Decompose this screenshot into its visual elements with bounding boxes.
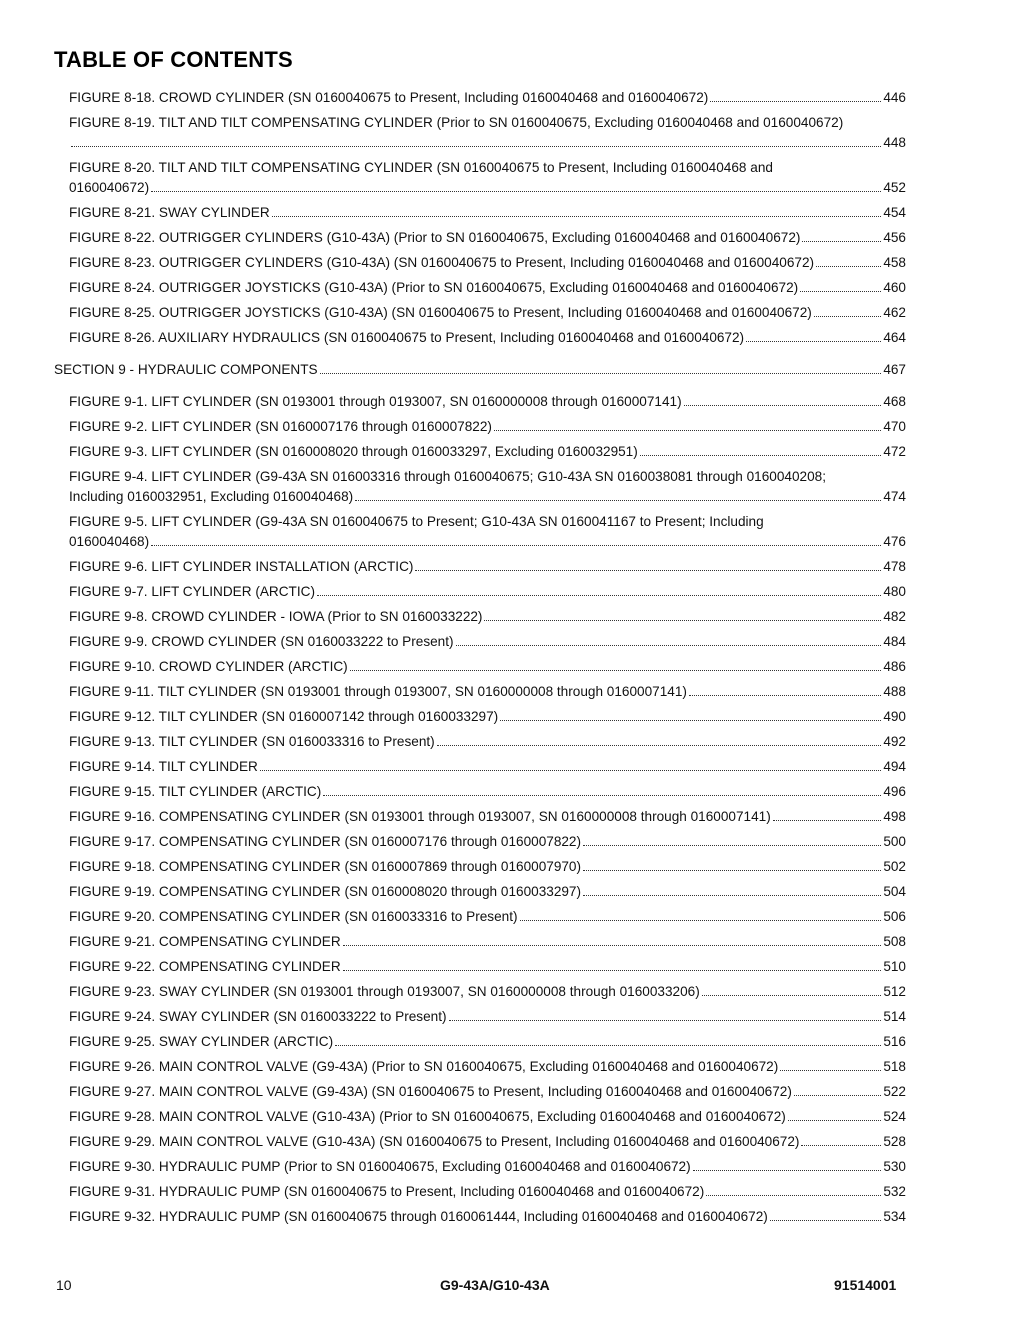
toc-entry-row xyxy=(69,1107,906,1127)
table-of-contents xyxy=(54,88,906,1232)
toc-entry[interactable] xyxy=(69,203,906,223)
toc-entry-title: FIGURE 9-32. HYDRAULIC PUMP (SN 0160040675 through 0160061444, Including 0160040468 and 0160040672) xyxy=(69,1209,768,1224)
toc-entry-title: FIGURE 9-10. CROWD CYLINDER (ARCTIC) xyxy=(69,659,348,674)
toc-entry-row xyxy=(69,857,906,877)
dot-leader xyxy=(706,1182,881,1196)
toc-entry[interactable] xyxy=(69,88,906,108)
toc-entry-row xyxy=(69,328,906,348)
toc-entry[interactable] xyxy=(69,1032,906,1052)
toc-entry-title: FIGURE 8-25. OUTRIGGER JOYSTICKS (G10-43A) (SN 0160040675 to Present, Including 0160040468 and 0160040672) xyxy=(69,305,812,320)
toc-entry-row xyxy=(69,832,906,852)
toc-entry[interactable] xyxy=(69,228,906,248)
dot-leader xyxy=(494,417,881,431)
toc-entry-row xyxy=(69,682,906,702)
toc-entry[interactable] xyxy=(69,1132,906,1152)
toc-page-number: 476 xyxy=(883,534,906,549)
toc-entry[interactable] xyxy=(69,682,906,702)
toc-entry-row xyxy=(69,203,906,223)
toc-entry[interactable] xyxy=(69,857,906,877)
toc-entry-row xyxy=(69,1007,906,1027)
toc-entry[interactable] xyxy=(69,158,906,198)
toc-entry-title: 0160040468) xyxy=(69,534,150,549)
toc-page-number: 524 xyxy=(883,1109,906,1124)
toc-entry-row xyxy=(69,807,906,827)
toc-entry[interactable] xyxy=(69,807,906,827)
toc-page-number: 446 xyxy=(883,90,906,105)
dot-leader xyxy=(693,1157,882,1171)
toc-entry-row xyxy=(69,253,906,273)
toc-entry-row xyxy=(69,417,906,437)
toc-entry[interactable] xyxy=(69,278,906,298)
toc-entry[interactable] xyxy=(69,882,906,902)
dot-leader xyxy=(770,1207,882,1221)
toc-entry-title: FIGURE 9-12. TILT CYLINDER (SN 0160007142 through 0160033297) xyxy=(69,709,499,724)
toc-entry-title: FIGURE 9-19. COMPENSATING CYLINDER (SN 0160008020 through 0160033297) xyxy=(69,884,582,899)
toc-entry[interactable] xyxy=(69,512,906,552)
toc-page-number: 494 xyxy=(883,759,906,774)
toc-entry-title: FIGURE 9-21. COMPENSATING CYLINDER xyxy=(69,934,341,949)
toc-entry[interactable] xyxy=(69,982,906,1002)
toc-entry-row xyxy=(69,932,906,952)
toc-entry-title: FIGURE 9-3. LIFT CYLINDER (SN 0160008020 through 0160033297, Excluding 0160032951) xyxy=(69,444,638,459)
toc-page-number: 467 xyxy=(883,362,906,377)
toc-entry-title: FIGURE 8-21. SWAY CYLINDER xyxy=(69,205,270,220)
toc-entry[interactable] xyxy=(69,303,906,323)
dot-leader xyxy=(272,203,882,217)
toc-entry-title: FIGURE 9-9. CROWD CYLINDER (SN 0160033222 to Present) xyxy=(69,634,454,649)
toc-page-number: 484 xyxy=(883,634,906,649)
dot-leader xyxy=(343,932,882,946)
toc-entry[interactable] xyxy=(69,1082,906,1102)
dot-leader xyxy=(437,732,882,746)
dot-leader xyxy=(689,682,881,696)
toc-page-number: 464 xyxy=(883,330,906,345)
toc-page-number: 506 xyxy=(883,909,906,924)
dot-leader xyxy=(415,557,881,571)
dot-leader xyxy=(335,1032,881,1046)
toc-page-number: 456 xyxy=(883,230,906,245)
toc-entry-title: FIGURE 8-22. OUTRIGGER CYLINDERS (G10-43A) (Prior to SN 0160040675, Excluding 0160040468 and 0160040672) xyxy=(69,230,801,245)
dot-leader xyxy=(788,1107,881,1121)
toc-entry[interactable] xyxy=(69,832,906,852)
toc-entry[interactable] xyxy=(69,907,906,927)
toc-page-number: 490 xyxy=(883,709,906,724)
dot-leader xyxy=(773,807,882,821)
dot-leader xyxy=(702,982,882,996)
toc-page-number: 458 xyxy=(883,255,906,270)
toc-page-number: 534 xyxy=(883,1209,906,1224)
toc-entry-title: FIGURE 9-24. SWAY CYLINDER (SN 0160033222 to Present) xyxy=(69,1009,447,1024)
dot-leader xyxy=(320,360,882,374)
dot-leader xyxy=(350,657,882,671)
toc-entry-row xyxy=(69,1207,906,1227)
toc-entry[interactable] xyxy=(69,1157,906,1177)
dot-leader xyxy=(343,957,882,971)
toc-entry[interactable] xyxy=(69,757,906,777)
toc-entry[interactable] xyxy=(69,657,906,677)
toc-section-entry[interactable] xyxy=(54,360,906,380)
footer-doc-number: 91514001 xyxy=(834,1277,897,1293)
toc-entry[interactable] xyxy=(69,732,906,752)
toc-entry-title: FIGURE 8-26. AUXILIARY HYDRAULICS (SN 0160040675 to Present, Including 0160040468 and 0160040672) xyxy=(69,330,745,345)
toc-entry-title: FIGURE 9-14. TILT CYLINDER xyxy=(69,759,258,774)
dot-leader xyxy=(449,1007,882,1021)
dot-leader xyxy=(260,757,881,771)
toc-page-number: 532 xyxy=(883,1184,906,1199)
toc-entry-title: FIGURE 9-17. COMPENSATING CYLINDER (SN 0160007176 through 0160007822) xyxy=(69,834,582,849)
dot-leader xyxy=(355,487,881,501)
dot-leader xyxy=(520,907,882,921)
dot-leader xyxy=(484,607,881,621)
toc-page-number: 514 xyxy=(883,1009,906,1024)
toc-page-number: 468 xyxy=(883,394,906,409)
toc-page-number: 528 xyxy=(883,1134,906,1149)
toc-entry-title: FIGURE 9-31. HYDRAULIC PUMP (SN 0160040675 to Present, Including 0160040468 and 0160040672) xyxy=(69,1184,705,1199)
toc-entry-title: SECTION 9 - HYDRAULIC COMPONENTS xyxy=(54,362,318,377)
toc-entry-title: FIGURE 8-18. CROWD CYLINDER (SN 0160040675 to Present, Including 0160040468 and 0160040672) xyxy=(69,90,709,105)
dot-leader xyxy=(801,1132,881,1146)
toc-entry-title: FIGURE 9-11. TILT CYLINDER (SN 0193001 through 0193007, SN 0160000008 through 0160007141) xyxy=(69,684,687,699)
toc-entry-title: FIGURE 9-6. LIFT CYLINDER INSTALLATION (ARCTIC) xyxy=(69,559,414,574)
toc-entry-title: FIGURE 9-16. COMPENSATING CYLINDER (SN 0193001 through 0193007, SN 0160000008 through 0160007141) xyxy=(69,809,771,824)
toc-entry-title: FIGURE 9-20. COMPENSATING CYLINDER (SN 0160033316 to Present) xyxy=(69,909,518,924)
toc-entry-title: FIGURE 8-23. OUTRIGGER CYLINDERS (G10-43A) (SN 0160040675 to Present, Including 0160040468 and 0160040672) xyxy=(69,255,815,270)
toc-page-number: 512 xyxy=(883,984,906,999)
footer-model: G9-43A/G10-43A xyxy=(440,1277,550,1293)
dot-leader xyxy=(583,882,881,896)
toc-entry-title: FIGURE 9-23. SWAY CYLINDER (SN 0193001 through 0193007, SN 0160000008 through 0160033206) xyxy=(69,984,700,999)
toc-entry[interactable] xyxy=(69,1182,906,1202)
toc-entry[interactable] xyxy=(69,557,906,577)
toc-entry-title-line: FIGURE 9-5. LIFT CYLINDER (G9-43A SN 0160040675 to Present; G10-43A SN 0160041167 to Present; Including xyxy=(69,514,764,529)
toc-entry[interactable] xyxy=(69,1207,906,1227)
toc-entry[interactable] xyxy=(69,707,906,727)
toc-entry-title-line: FIGURE 9-4. LIFT CYLINDER (G9-43A SN 016003316 through 0160040675; G10-43A SN 0160038081 through 0160040208; xyxy=(69,469,826,484)
toc-page-number: 460 xyxy=(883,280,906,295)
toc-page-number: 510 xyxy=(883,959,906,974)
dot-leader xyxy=(746,328,881,342)
toc-entry-row xyxy=(69,392,906,412)
toc-entry-title: 0160040672) xyxy=(69,180,150,195)
toc-entry-title: FIGURE 9-2. LIFT CYLINDER (SN 0160007176 through 0160007822) xyxy=(69,419,492,434)
dot-leader xyxy=(323,782,881,796)
toc-entry[interactable] xyxy=(69,328,906,348)
toc-entry[interactable] xyxy=(69,113,906,153)
toc-entry-title: FIGURE 9-8. CROWD CYLINDER - IOWA (Prior to SN 0160033222) xyxy=(69,609,483,624)
toc-page-number: 498 xyxy=(883,809,906,824)
dot-leader xyxy=(640,442,882,456)
toc-entry-row xyxy=(69,1182,906,1202)
toc-entry-row xyxy=(69,133,906,153)
toc-page-number: 488 xyxy=(883,684,906,699)
toc-entry-title: FIGURE 9-1. LIFT CYLINDER (SN 0193001 through 0193007, SN 0160000008 through 0160007141) xyxy=(69,394,682,409)
toc-entry[interactable] xyxy=(69,392,906,412)
toc-entry-row xyxy=(69,957,906,977)
toc-entry-row xyxy=(69,1057,906,1077)
toc-entry-title: FIGURE 9-29. MAIN CONTROL VALVE (G10-43A) (SN 0160040675 to Present, Including 0160040468 and 0160040672) xyxy=(69,1134,800,1149)
dot-leader xyxy=(500,707,881,721)
toc-entry-row xyxy=(69,582,906,602)
dot-leader xyxy=(710,88,881,102)
toc-entry[interactable] xyxy=(69,1107,906,1127)
toc-entry-row xyxy=(69,228,906,248)
toc-entry-title-line: FIGURE 8-19. TILT AND TILT COMPENSATING CYLINDER (Prior to SN 0160040675, Excluding 0160040468 and 0160040672) xyxy=(69,115,844,130)
toc-page-number: 470 xyxy=(883,419,906,434)
toc-page-number: 462 xyxy=(883,305,906,320)
dot-leader xyxy=(583,857,881,871)
toc-entry-row xyxy=(69,1032,906,1052)
toc-page-number: 474 xyxy=(883,489,906,504)
toc-page-number: 482 xyxy=(883,609,906,624)
toc-page-number: 480 xyxy=(883,584,906,599)
toc-page-number: 486 xyxy=(883,659,906,674)
toc-page-number: 500 xyxy=(883,834,906,849)
dot-leader xyxy=(456,632,882,646)
toc-entry-row xyxy=(69,657,906,677)
toc-entry-row xyxy=(69,632,906,652)
toc-entry-row xyxy=(69,487,906,507)
toc-entry[interactable] xyxy=(69,467,906,507)
page-title: TABLE OF CONTENTS xyxy=(54,47,293,72)
toc-page-number: 522 xyxy=(883,1084,906,1099)
toc-entry-title: FIGURE 9-26. MAIN CONTROL VALVE (G9-43A) (Prior to SN 0160040675, Excluding 0160040468 and 0160040672) xyxy=(69,1059,779,1074)
toc-entry-row xyxy=(54,360,906,380)
toc-entry-title: FIGURE 9-13. TILT CYLINDER (SN 0160033316 to Present) xyxy=(69,734,435,749)
toc-page-number: 530 xyxy=(883,1159,906,1174)
dot-leader xyxy=(583,832,881,846)
toc-entry-row xyxy=(69,707,906,727)
toc-page-number: 492 xyxy=(883,734,906,749)
toc-page-number: 496 xyxy=(883,784,906,799)
dot-leader xyxy=(802,228,881,242)
toc-entry-row xyxy=(69,1082,906,1102)
dot-leader xyxy=(780,1057,881,1071)
toc-entry[interactable] xyxy=(69,442,906,462)
toc-entry-title: Including 0160032951, Excluding 0160040468) xyxy=(69,489,354,504)
dot-leader xyxy=(814,303,882,317)
dot-leader xyxy=(816,253,881,267)
toc-entry-title: FIGURE 8-24. OUTRIGGER JOYSTICKS (G10-43A) (Prior to SN 0160040675, Excluding 0160040468 and 0160040672) xyxy=(69,280,799,295)
toc-entry-row xyxy=(69,442,906,462)
dot-leader xyxy=(317,582,881,596)
toc-entry-row xyxy=(69,882,906,902)
toc-entry[interactable] xyxy=(69,1007,906,1027)
toc-entry-row xyxy=(69,1157,906,1177)
toc-entry-title: FIGURE 9-25. SWAY CYLINDER (ARCTIC) xyxy=(69,1034,334,1049)
toc-entry[interactable] xyxy=(69,253,906,273)
footer-page-number: 10 xyxy=(56,1277,72,1293)
toc-page-number: 504 xyxy=(883,884,906,899)
toc-entry-row xyxy=(69,782,906,802)
toc-entry-title: FIGURE 9-22. COMPENSATING CYLINDER xyxy=(69,959,341,974)
toc-entry[interactable] xyxy=(69,782,906,802)
toc-entry-title: FIGURE 9-28. MAIN CONTROL VALVE (G10-43A) (Prior to SN 0160040675, Excluding 0160040468 and 0160040672) xyxy=(69,1109,786,1124)
toc-entry-row xyxy=(69,178,906,198)
toc-entry[interactable] xyxy=(69,582,906,602)
toc-entry-row xyxy=(69,757,906,777)
dot-leader xyxy=(800,278,881,292)
toc-entry-row xyxy=(69,532,906,552)
toc-entry-title-line: FIGURE 8-20. TILT AND TILT COMPENSATING CYLINDER (SN 0160040675 to Present, Including 0160040468 and xyxy=(69,160,773,175)
toc-page-number: 516 xyxy=(883,1034,906,1049)
toc-page-number: 454 xyxy=(883,205,906,220)
toc-page-number: 478 xyxy=(883,559,906,574)
toc-entry-row xyxy=(69,557,906,577)
toc-page-number: 502 xyxy=(883,859,906,874)
toc-entry-row xyxy=(69,607,906,627)
toc-entry[interactable] xyxy=(69,932,906,952)
toc-entry-row xyxy=(69,303,906,323)
toc-page-number: 448 xyxy=(883,135,906,150)
toc-entry-title: FIGURE 9-7. LIFT CYLINDER (ARCTIC) xyxy=(69,584,315,599)
toc-entry-title: FIGURE 9-30. HYDRAULIC PUMP (Prior to SN 0160040675, Excluding 0160040468 and 0160040672) xyxy=(69,1159,691,1174)
toc-page-number: 472 xyxy=(883,444,906,459)
toc-entry-row xyxy=(69,907,906,927)
toc-entry[interactable] xyxy=(69,957,906,977)
dot-leader xyxy=(794,1082,881,1096)
toc-page-number: 508 xyxy=(883,934,906,949)
toc-entry-row xyxy=(69,1132,906,1152)
toc-entry-row xyxy=(69,278,906,298)
toc-entry[interactable] xyxy=(69,632,906,652)
toc-entry-row xyxy=(69,732,906,752)
toc-page-number: 452 xyxy=(883,180,906,195)
toc-entry-row xyxy=(69,88,906,108)
toc-entry[interactable] xyxy=(69,607,906,627)
toc-entry-title: FIGURE 9-27. MAIN CONTROL VALVE (G9-43A) (SN 0160040675 to Present, Including 0160040468 and 0160040672) xyxy=(69,1084,792,1099)
dot-leader xyxy=(151,532,881,546)
toc-entry[interactable] xyxy=(69,1057,906,1077)
dot-leader xyxy=(71,133,881,147)
dot-leader xyxy=(151,178,881,192)
toc-page-number: 518 xyxy=(883,1059,906,1074)
dot-leader xyxy=(684,392,882,406)
toc-entry[interactable] xyxy=(69,417,906,437)
toc-entry-title: FIGURE 9-18. COMPENSATING CYLINDER (SN 0160007869 through 0160007970) xyxy=(69,859,582,874)
toc-entry-title: FIGURE 9-15. TILT CYLINDER (ARCTIC) xyxy=(69,784,322,799)
toc-entry-row xyxy=(69,982,906,1002)
